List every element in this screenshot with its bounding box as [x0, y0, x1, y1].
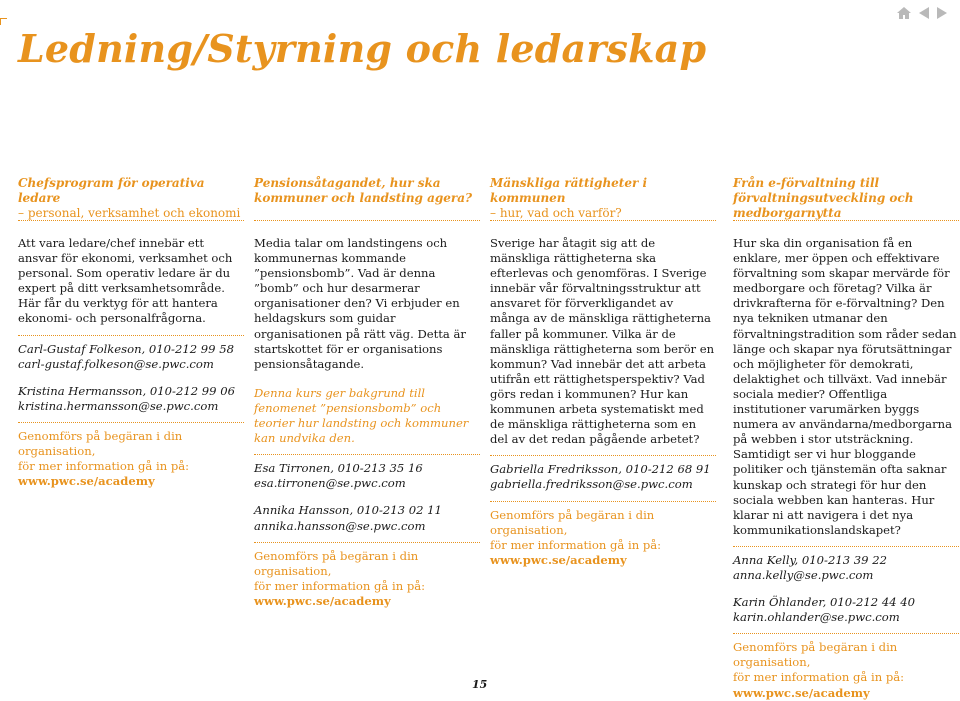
course-column-human-rights [490, 176, 716, 568]
course-body [254, 236, 480, 609]
dotted-divider [733, 546, 959, 547]
corner-mark [0, 18, 7, 25]
contact-email[interactable]: kristina.hermansson@se.pwc.com [18, 398, 219, 413]
course-title: Mänskliga rättigheter i kommunen [490, 176, 648, 205]
course-column-pension [254, 176, 480, 609]
dotted-divider [254, 454, 480, 455]
course-heading [254, 176, 480, 220]
course-description: Sverige har åtagit sig att de mänskliga rättigheterna ska efterlevas och genomföras. I Sverige innebär vår förvaltningsstruktur att ansvaret för förverkligandet av många av de mänskliga rättigheterna faller på kommuner. Vilka är de mänskliga rättigheterna som berör en kommun? Vad innebär det att arbeta utifrån ett rättighetsperspektiv? Vad görs redan i kommunen? Hur kan kommunen arbeta systematiskt med de mänskliga rättigheterna som en del av det redan pågående arbetet? [490, 236, 715, 447]
dotted-divider [733, 633, 959, 634]
course-column-chefsprogram [18, 176, 244, 489]
course-heading [18, 176, 244, 220]
offer-text: Genomförs på begäran i din organisation, för mer information gå in på: www.pwc.se/academy [254, 549, 480, 609]
course-body [490, 236, 716, 568]
contact-email[interactable]: gabriella.fredriksson@se.pwc.com [490, 477, 693, 492]
course-note: Denna kurs ger bakgrund till fenomenet ”pensionsbomb” och teorier hur landsting och kommuner kan undvika den. [254, 385, 469, 446]
contact-name: Carl-Gustaf Folkeson, 010-212 99 58 [18, 341, 234, 356]
academy-link[interactable]: www.pwc.se/academy [18, 474, 155, 489]
arrow-left-icon[interactable] [918, 6, 930, 20]
contact-email[interactable]: annika.hansson@se.pwc.com [254, 518, 426, 533]
course-body [733, 236, 959, 701]
dotted-divider [254, 220, 480, 221]
dotted-divider [490, 455, 716, 456]
dotted-divider [18, 422, 244, 423]
course-description: Hur ska din organisation få en enklare, mer öppen och effektivare förvaltning som skapar mervärde för medborgare och företag? Vilka är drivkrafterna för e-förvaltning? Den nya tekniken utmanar den förvaltningstradition som råder sedan länge och skapar nya förutsättningar och möjligheter för demokrati, delaktighet och tillväxt. Vad innebär sociala medier? Offentliga institutioner varumärken byggs numera av användarna/medborgarna på webben i stor utsträckning. Samtidigt ser vi hur bloggande politiker och tjänstemän ofta saknar kunskap och strategi för hur den sociala webben kan hanteras. Hur klarar ni att navigera i det nya kommunikationslandskapet? [733, 236, 957, 537]
page-navigation [896, 6, 948, 20]
contact-email[interactable]: karin.ohlander@se.pwc.com [733, 610, 900, 625]
contact-name: Anna Kelly, 010-213 39 22 [733, 552, 887, 567]
course-description: Att vara ledare/chef innebär ett ansvar för ekonomi, verksamhet och personal. Som operativ ledare är du expert på ditt verksamhetsområde. Här får du verktyg för att hantera ekonomi- och personalfrågorna. [18, 236, 233, 326]
course-title: Från e-förvaltning till förvaltningsutveckling och medborgarnytta [733, 176, 914, 220]
contact-name: Esa Tirronen, 010-213 35 16 [254, 461, 423, 476]
course-column-e-government [733, 176, 959, 701]
course-heading [490, 176, 716, 220]
offer-text: Genomförs på begäran i din organisation, för mer information gå in på: www.pwc.se/academy [490, 508, 716, 568]
home-icon[interactable] [896, 6, 912, 20]
course-subtitle: – hur, vad och varför? [490, 206, 622, 220]
contact-name: Annika Hansson, 010-213 02 11 [254, 503, 442, 518]
contact-name: Gabriella Fredriksson, 010-212 68 91 [490, 462, 711, 477]
contact-email[interactable]: anna.kelly@se.pwc.com [733, 567, 874, 582]
page-number: 15 [472, 678, 488, 691]
course-heading [733, 176, 959, 220]
offer-text: Genomförs på begäran i din organisation, för mer information gå in på: www.pwc.se/academy [733, 640, 959, 700]
contact-name: Kristina Hermansson, 010-212 99 06 [18, 383, 235, 398]
arrow-right-icon[interactable] [936, 6, 948, 20]
contact-name: Karin Öhlander, 010-212 44 40 [733, 595, 916, 610]
academy-link[interactable]: www.pwc.se/academy [733, 685, 870, 700]
academy-link[interactable]: www.pwc.se/academy [254, 593, 391, 608]
page-title: Ledning/Styrning och ledarskap [18, 26, 707, 71]
dotted-divider [490, 501, 716, 502]
dotted-divider [18, 335, 244, 336]
academy-link[interactable]: www.pwc.se/academy [490, 552, 627, 567]
contact-email[interactable]: esa.tirronen@se.pwc.com [254, 476, 406, 491]
course-title: Chefsprogram för operativa ledare [18, 176, 205, 205]
course-body [18, 236, 244, 489]
course-title: Pensionsåtagandet, hur ska kommuner och landsting agera? [254, 176, 473, 205]
course-subtitle: – personal, verksamhet och ekonomi [18, 206, 241, 220]
contact-email[interactable]: carl-gustaf.folkeson@se.pwc.com [18, 356, 214, 371]
course-description: Media talar om landstingens och kommunernas kommande ”pensionsbomb”. Vad är denna ”bomb” och hur desarmerar organisationer den? Vi erbjuder en heldagskurs som guidar organisationen på rätt väg. Detta är startskottet för er organisations pensionsåtagande. [254, 236, 466, 371]
offer-text: Genomförs på begäran i din organisation, för mer information gå in på: www.pwc.se/academy [18, 429, 244, 489]
dotted-divider [254, 542, 480, 543]
